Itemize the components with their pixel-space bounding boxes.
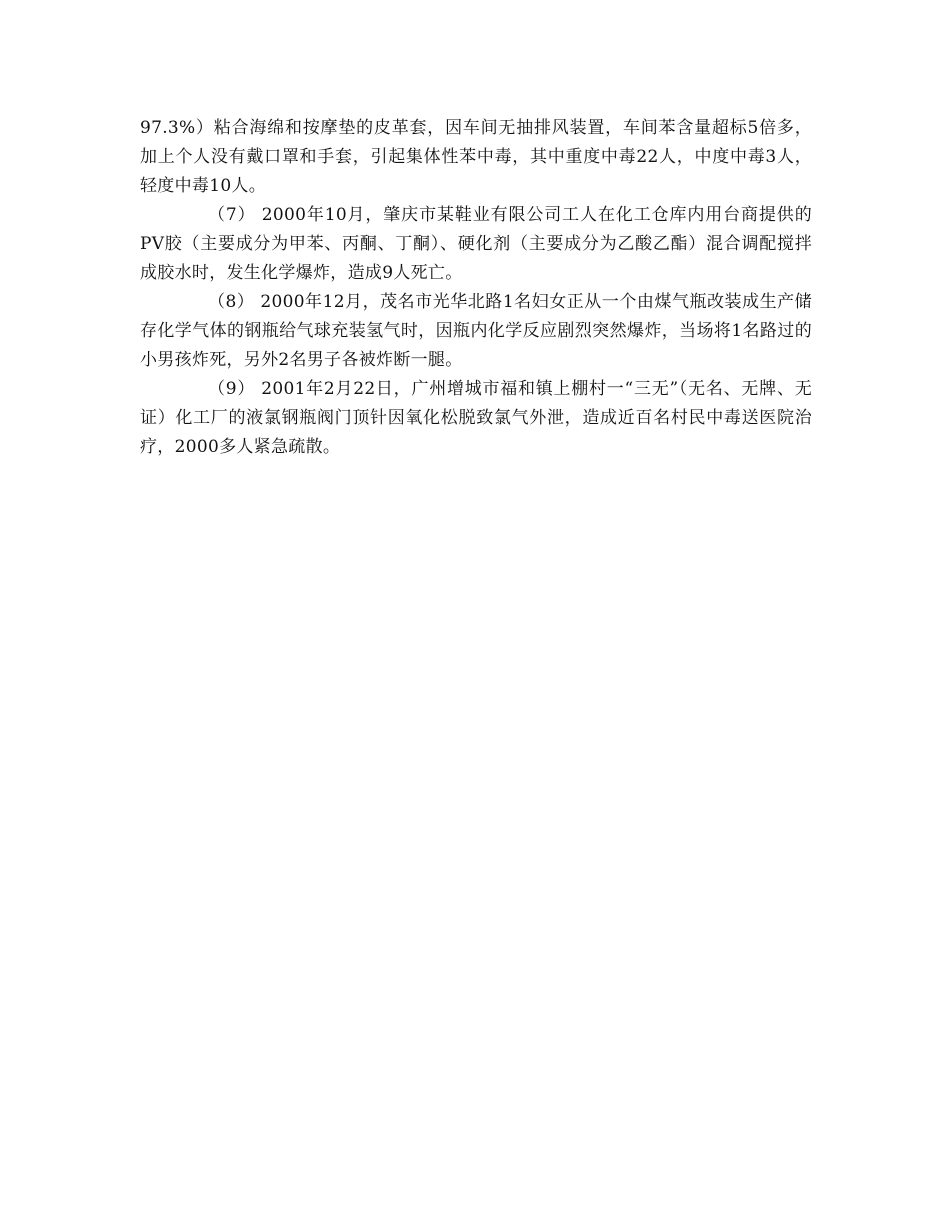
paragraph-item-9: （9） 2001年2月22日，广州增城市福和镇上棚村一“三无”（无名、无牌、无证）化工厂的液氯钢瓶阀门顶针因氧化松脱致氯气外泄，造成近百名村民中毒送医院治疗，2000多人紧急疏散。 xyxy=(140,379,812,457)
document-body xyxy=(140,114,812,462)
paragraph-item-8: （8） 2000年12月，茂名市光华北路1名妇女正从一个由煤气瓶改装成生产储存化学气体的钢瓶给气球充装氢气时，因瓶内化学反应剧烈突然爆炸，当场将1名路过的小男孩炸死，另外2名男子各被炸断一腿。 xyxy=(140,292,812,370)
paragraph-item-7: （7） 2000年10月，肇庆市某鞋业有限公司工人在化工仓库内用台商提供的PV胶（主要成分为甲苯、丙酮、丁酮）、硬化剂（主要成分为乙酸乙酯）混合调配搅拌成胶水时，发生化学爆炸，造成9人死亡。 xyxy=(140,205,812,283)
paragraph-continuation: 97.3%）粘合海绵和按摩垫的皮革套，因车间无抽排风装置，车间苯含量超标5倍多，加上个人没有戴口罩和手套，引起集体性苯中毒，其中重度中毒22人，中度中毒3人，轻度中毒10人。 xyxy=(140,118,812,196)
